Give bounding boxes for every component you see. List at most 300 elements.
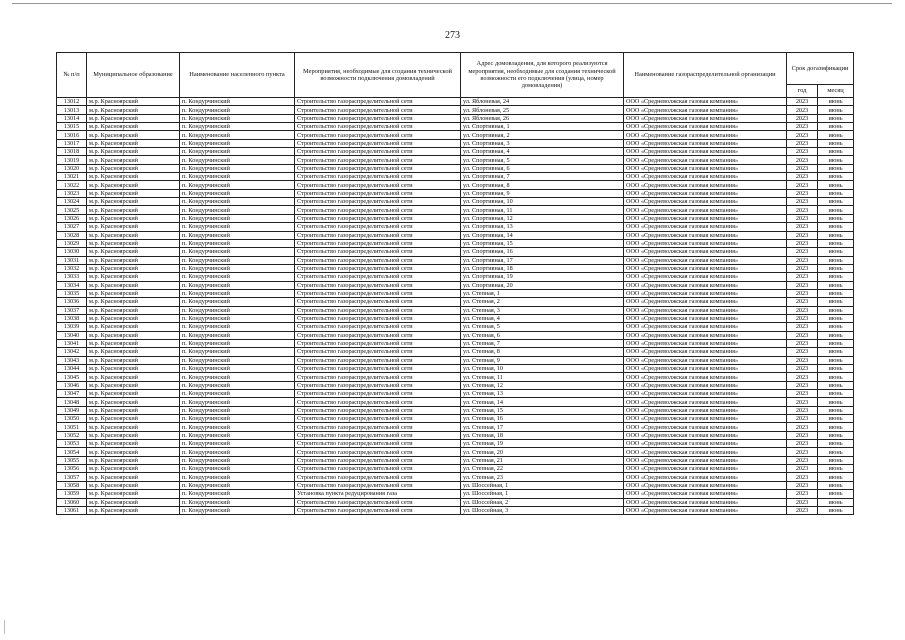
- cell-municipality: м.р. Красноярский: [87, 131, 180, 139]
- cell-num: 13041: [57, 339, 87, 347]
- cell-month: июнь: [818, 198, 854, 206]
- cell-month: июнь: [818, 398, 854, 406]
- cell-address: ул. Степная, 18: [461, 431, 624, 439]
- cell-measure: Строительство газораспределительной сети: [295, 281, 461, 289]
- table-row: [57, 148, 854, 156]
- cell-organization: ООО «Средневолжская газовая компания»: [624, 189, 787, 197]
- cell-settlement: п. Кондурчинский: [180, 356, 295, 364]
- cell-organization: ООО «Средневолжская газовая компания»: [624, 431, 787, 439]
- cell-month: июнь: [818, 365, 854, 373]
- cell-organization: ООО «Средневолжская газовая компания»: [624, 440, 787, 448]
- header-num: № п/п: [57, 53, 87, 98]
- cell-year: 2023: [787, 198, 818, 206]
- cell-municipality: м.р. Красноярский: [87, 148, 180, 156]
- cell-month: июнь: [818, 189, 854, 197]
- cell-num: 13038: [57, 314, 87, 322]
- cell-num: 13016: [57, 131, 87, 139]
- cell-month: июнь: [818, 231, 854, 239]
- cell-municipality: м.р. Красноярский: [87, 181, 180, 189]
- cell-municipality: м.р. Красноярский: [87, 440, 180, 448]
- cell-year: 2023: [787, 365, 818, 373]
- cell-measure: Строительство газораспределительной сети: [295, 131, 461, 139]
- cell-year: 2023: [787, 264, 818, 272]
- cell-municipality: м.р. Красноярский: [87, 481, 180, 489]
- cell-num: 13020: [57, 164, 87, 172]
- cell-address: ул. Степная, 6: [461, 331, 624, 339]
- cell-year: 2023: [787, 173, 818, 181]
- cell-settlement: п. Кондурчинский: [180, 498, 295, 506]
- cell-num: 13059: [57, 490, 87, 498]
- cell-address: ул. Степная, 3: [461, 306, 624, 314]
- cell-address: ул. Спортивная, 18: [461, 264, 624, 272]
- cell-settlement: п. Кондурчинский: [180, 314, 295, 322]
- cell-year: 2023: [787, 123, 818, 131]
- cell-municipality: м.р. Красноярский: [87, 448, 180, 456]
- cell-address: ул. Спортивная, 7: [461, 173, 624, 181]
- cell-organization: ООО «Средневолжская газовая компания»: [624, 498, 787, 506]
- cell-year: 2023: [787, 181, 818, 189]
- cell-settlement: п. Кондурчинский: [180, 506, 295, 514]
- cell-municipality: м.р. Красноярский: [87, 365, 180, 373]
- cell-month: июнь: [818, 239, 854, 247]
- cell-measure: Строительство газораспределительной сети: [295, 231, 461, 239]
- cell-address: ул. Степная, 7: [461, 339, 624, 347]
- cell-num: 13035: [57, 289, 87, 297]
- cell-month: июнь: [818, 473, 854, 481]
- cell-measure: Строительство газораспределительной сети: [295, 223, 461, 231]
- cell-num: 13060: [57, 498, 87, 506]
- cell-year: 2023: [787, 214, 818, 222]
- table-row: [57, 473, 854, 481]
- cell-organization: ООО «Средневолжская газовая компания»: [624, 348, 787, 356]
- cell-year: 2023: [787, 131, 818, 139]
- cell-settlement: п. Кондурчинский: [180, 164, 295, 172]
- table-row: [57, 156, 854, 164]
- cell-organization: ООО «Средневолжская газовая компания»: [624, 198, 787, 206]
- cell-settlement: п. Кондурчинский: [180, 289, 295, 297]
- cell-num: 13061: [57, 506, 87, 514]
- cell-organization: ООО «Средневолжская газовая компания»: [624, 356, 787, 364]
- cell-num: 13022: [57, 181, 87, 189]
- cell-year: 2023: [787, 139, 818, 147]
- cell-year: 2023: [787, 231, 818, 239]
- cell-address: ул. Спортивная, 5: [461, 156, 624, 164]
- cell-address: ул. Степная, 9: [461, 356, 624, 364]
- cell-settlement: п. Кондурчинский: [180, 98, 295, 106]
- cell-num: 13046: [57, 381, 87, 389]
- cell-address: ул. Степная, 10: [461, 365, 624, 373]
- table-row: [57, 390, 854, 398]
- cell-year: 2023: [787, 506, 818, 514]
- cell-organization: ООО «Средневолжская газовая компания»: [624, 456, 787, 464]
- cell-year: 2023: [787, 289, 818, 297]
- cell-month: июнь: [818, 323, 854, 331]
- cell-municipality: м.р. Красноярский: [87, 281, 180, 289]
- cell-measure: Строительство газораспределительной сети: [295, 298, 461, 306]
- table-row: [57, 231, 854, 239]
- cell-settlement: п. Кондурчинский: [180, 123, 295, 131]
- cell-address: ул. Спортивная, 1: [461, 123, 624, 131]
- cell-month: июнь: [818, 206, 854, 214]
- cell-month: июнь: [818, 498, 854, 506]
- cell-municipality: м.р. Красноярский: [87, 164, 180, 172]
- table-row: [57, 206, 854, 214]
- cell-municipality: м.р. Красноярский: [87, 173, 180, 181]
- cell-measure: Строительство газораспределительной сети: [295, 390, 461, 398]
- cell-settlement: п. Кондурчинский: [180, 465, 295, 473]
- table-row: [57, 506, 854, 514]
- cell-municipality: м.р. Красноярский: [87, 114, 180, 122]
- cell-settlement: п. Кондурчинский: [180, 348, 295, 356]
- table-row: [57, 298, 854, 306]
- cell-num: 13040: [57, 331, 87, 339]
- cell-year: 2023: [787, 339, 818, 347]
- cell-year: 2023: [787, 448, 818, 456]
- cell-measure: Строительство газораспределительной сети: [295, 373, 461, 381]
- cell-settlement: п. Кондурчинский: [180, 139, 295, 147]
- cell-year: 2023: [787, 465, 818, 473]
- cell-month: июнь: [818, 289, 854, 297]
- cell-address: ул. Спортивная, 11: [461, 206, 624, 214]
- cell-organization: ООО «Средневолжская газовая компания»: [624, 273, 787, 281]
- cell-measure: Строительство газораспределительной сети: [295, 348, 461, 356]
- cell-year: 2023: [787, 348, 818, 356]
- cell-settlement: п. Кондурчинский: [180, 431, 295, 439]
- cell-settlement: п. Кондурчинский: [180, 373, 295, 381]
- header-measure: Мероприятия, необходимые для создания технической возможности подключения домовладений: [295, 53, 461, 98]
- cell-num: 13023: [57, 189, 87, 197]
- cell-month: июнь: [818, 506, 854, 514]
- cell-measure: Установка пункта редуцирования газа: [295, 490, 461, 498]
- table-row: [57, 306, 854, 314]
- cell-address: ул. Спортивная, 13: [461, 223, 624, 231]
- cell-num: 13032: [57, 264, 87, 272]
- cell-measure: Строительство газораспределительной сети: [295, 139, 461, 147]
- cell-month: июнь: [818, 448, 854, 456]
- cell-address: ул. Спортивная, 3: [461, 139, 624, 147]
- cell-num: 13021: [57, 173, 87, 181]
- cell-month: июнь: [818, 264, 854, 272]
- cell-year: 2023: [787, 498, 818, 506]
- cell-address: ул. Спортивная, 8: [461, 181, 624, 189]
- cell-year: 2023: [787, 98, 818, 106]
- cell-num: 13018: [57, 148, 87, 156]
- cell-measure: Строительство газораспределительной сети: [295, 214, 461, 222]
- cell-num: 13048: [57, 398, 87, 406]
- table-row: [57, 331, 854, 339]
- cell-num: 13051: [57, 423, 87, 431]
- cell-measure: Строительство газораспределительной сети: [295, 448, 461, 456]
- cell-organization: ООО «Средневолжская газовая компания»: [624, 281, 787, 289]
- scan-edge-mark: [4, 620, 5, 634]
- cell-settlement: п. Кондурчинский: [180, 398, 295, 406]
- cell-month: июнь: [818, 381, 854, 389]
- table-row: [57, 289, 854, 297]
- cell-organization: ООО «Средневолжская газовая компания»: [624, 206, 787, 214]
- cell-organization: ООО «Средневолжская газовая компания»: [624, 506, 787, 514]
- cell-measure: Строительство газораспределительной сети: [295, 164, 461, 172]
- cell-num: 13055: [57, 456, 87, 464]
- cell-measure: Строительство газораспределительной сети: [295, 306, 461, 314]
- header-municipality: Муниципальное образование: [87, 53, 180, 98]
- cell-num: 13052: [57, 431, 87, 439]
- cell-year: 2023: [787, 106, 818, 114]
- cell-settlement: п. Кондурчинский: [180, 264, 295, 272]
- header-deadline: Срок догазификации: [787, 53, 854, 85]
- cell-municipality: м.р. Красноярский: [87, 298, 180, 306]
- cell-settlement: п. Кондурчинский: [180, 214, 295, 222]
- cell-address: ул. Степная, 13: [461, 390, 624, 398]
- table-row: [57, 406, 854, 414]
- cell-address: ул. Степная, 11: [461, 373, 624, 381]
- cell-measure: Строительство газораспределительной сети: [295, 323, 461, 331]
- cell-num: 13031: [57, 256, 87, 264]
- cell-year: 2023: [787, 431, 818, 439]
- cell-year: 2023: [787, 306, 818, 314]
- cell-municipality: м.р. Красноярский: [87, 498, 180, 506]
- cell-settlement: п. Кондурчинский: [180, 440, 295, 448]
- table-row: [57, 448, 854, 456]
- table-row: [57, 131, 854, 139]
- cell-num: 13024: [57, 198, 87, 206]
- cell-year: 2023: [787, 490, 818, 498]
- cell-measure: Строительство газораспределительной сети: [295, 356, 461, 364]
- cell-num: 13036: [57, 298, 87, 306]
- cell-month: июнь: [818, 123, 854, 131]
- table-body: [57, 98, 854, 515]
- cell-settlement: п. Кондурчинский: [180, 231, 295, 239]
- cell-address: ул. Спортивная, 16: [461, 248, 624, 256]
- cell-municipality: м.р. Красноярский: [87, 323, 180, 331]
- cell-municipality: м.р. Красноярский: [87, 198, 180, 206]
- cell-address: ул. Шоссейная, 2: [461, 498, 624, 506]
- cell-measure: Строительство газораспределительной сети: [295, 273, 461, 281]
- cell-year: 2023: [787, 440, 818, 448]
- top-rule: [12, 3, 892, 4]
- cell-measure: Строительство газораспределительной сети: [295, 256, 461, 264]
- cell-month: июнь: [818, 223, 854, 231]
- table-row: [57, 189, 854, 197]
- cell-address: ул. Яблоневая, 26: [461, 114, 624, 122]
- cell-measure: Строительство газораспределительной сети: [295, 381, 461, 389]
- cell-address: ул. Степная, 21: [461, 456, 624, 464]
- cell-address: ул. Степная, 22: [461, 465, 624, 473]
- cell-organization: ООО «Средневолжская газовая компания»: [624, 139, 787, 147]
- cell-year: 2023: [787, 456, 818, 464]
- cell-organization: ООО «Средневолжская газовая компания»: [624, 156, 787, 164]
- cell-month: июнь: [818, 339, 854, 347]
- table-row: [57, 173, 854, 181]
- cell-year: 2023: [787, 314, 818, 322]
- cell-municipality: м.р. Красноярский: [87, 406, 180, 414]
- cell-organization: ООО «Средневолжская газовая компания»: [624, 123, 787, 131]
- cell-settlement: п. Кондурчинский: [180, 114, 295, 122]
- cell-address: ул. Спортивная, 19: [461, 273, 624, 281]
- cell-settlement: п. Кондурчинский: [180, 189, 295, 197]
- cell-month: июнь: [818, 481, 854, 489]
- cell-settlement: п. Кондурчинский: [180, 148, 295, 156]
- cell-organization: ООО «Средневолжская газовая компания»: [624, 331, 787, 339]
- cell-num: 13042: [57, 348, 87, 356]
- cell-num: 13057: [57, 473, 87, 481]
- cell-month: июнь: [818, 456, 854, 464]
- cell-municipality: м.р. Красноярский: [87, 348, 180, 356]
- cell-year: 2023: [787, 256, 818, 264]
- cell-address: ул. Степная, 17: [461, 423, 624, 431]
- cell-address: ул. Степная, 2: [461, 298, 624, 306]
- cell-municipality: м.р. Красноярский: [87, 98, 180, 106]
- cell-municipality: м.р. Красноярский: [87, 123, 180, 131]
- cell-settlement: п. Кондурчинский: [180, 156, 295, 164]
- cell-address: ул. Шоссейная, 1: [461, 490, 624, 498]
- cell-organization: ООО «Средневолжская газовая компания»: [624, 181, 787, 189]
- cell-year: 2023: [787, 415, 818, 423]
- cell-municipality: м.р. Красноярский: [87, 373, 180, 381]
- cell-settlement: п. Кондурчинский: [180, 339, 295, 347]
- cell-address: ул. Шоссейная, 1: [461, 481, 624, 489]
- cell-settlement: п. Кондурчинский: [180, 256, 295, 264]
- cell-municipality: м.р. Красноярский: [87, 206, 180, 214]
- cell-measure: Строительство газораспределительной сети: [295, 123, 461, 131]
- cell-organization: ООО «Средневолжская газовая компания»: [624, 406, 787, 414]
- cell-num: 13028: [57, 231, 87, 239]
- cell-year: 2023: [787, 390, 818, 398]
- cell-settlement: п. Кондурчинский: [180, 248, 295, 256]
- cell-organization: ООО «Средневолжская газовая компания»: [624, 298, 787, 306]
- header-organization: Наименование газораспределительной организации: [624, 53, 787, 98]
- cell-measure: Строительство газораспределительной сети: [295, 423, 461, 431]
- cell-organization: ООО «Средневолжская газовая компания»: [624, 473, 787, 481]
- cell-settlement: п. Кондурчинский: [180, 490, 295, 498]
- cell-year: 2023: [787, 206, 818, 214]
- table-row: [57, 440, 854, 448]
- cell-year: 2023: [787, 298, 818, 306]
- cell-organization: ООО «Средневолжская газовая компания»: [624, 106, 787, 114]
- cell-municipality: м.р. Красноярский: [87, 139, 180, 147]
- cell-address: ул. Яблоневая, 25: [461, 106, 624, 114]
- cell-month: июнь: [818, 431, 854, 439]
- cell-year: 2023: [787, 473, 818, 481]
- cell-address: ул. Степная, 5: [461, 323, 624, 331]
- cell-month: июнь: [818, 256, 854, 264]
- cell-municipality: м.р. Красноярский: [87, 214, 180, 222]
- cell-num: 13037: [57, 306, 87, 314]
- cell-organization: ООО «Средневолжская газовая компания»: [624, 131, 787, 139]
- cell-municipality: м.р. Красноярский: [87, 223, 180, 231]
- cell-year: 2023: [787, 331, 818, 339]
- cell-address: ул. Спортивная, 20: [461, 281, 624, 289]
- cell-month: июнь: [818, 348, 854, 356]
- cell-organization: ООО «Средневолжская газовая компания»: [624, 448, 787, 456]
- cell-municipality: м.р. Красноярский: [87, 239, 180, 247]
- table-row: [57, 181, 854, 189]
- cell-year: 2023: [787, 373, 818, 381]
- cell-municipality: м.р. Красноярский: [87, 314, 180, 322]
- cell-month: июнь: [818, 306, 854, 314]
- cell-measure: Строительство газораспределительной сети: [295, 365, 461, 373]
- cell-settlement: п. Кондурчинский: [180, 456, 295, 464]
- cell-month: июнь: [818, 114, 854, 122]
- cell-measure: Строительство газораспределительной сети: [295, 406, 461, 414]
- cell-month: июнь: [818, 423, 854, 431]
- cell-month: июнь: [818, 314, 854, 322]
- cell-num: 13050: [57, 415, 87, 423]
- cell-organization: ООО «Средневолжская газовая компания»: [624, 164, 787, 172]
- cell-address: ул. Степная, 14: [461, 398, 624, 406]
- cell-num: 13015: [57, 123, 87, 131]
- cell-municipality: м.р. Красноярский: [87, 381, 180, 389]
- cell-settlement: п. Кондурчинский: [180, 106, 295, 114]
- cell-year: 2023: [787, 223, 818, 231]
- cell-municipality: м.р. Красноярский: [87, 456, 180, 464]
- table-row: [57, 239, 854, 247]
- table-row: [57, 198, 854, 206]
- cell-settlement: п. Кондурчинский: [180, 181, 295, 189]
- cell-organization: ООО «Средневолжская газовая компания»: [624, 98, 787, 106]
- cell-month: июнь: [818, 181, 854, 189]
- cell-measure: Строительство газораспределительной сети: [295, 331, 461, 339]
- cell-organization: ООО «Средневолжская газовая компания»: [624, 256, 787, 264]
- cell-month: июнь: [818, 298, 854, 306]
- cell-year: 2023: [787, 248, 818, 256]
- cell-municipality: м.р. Красноярский: [87, 431, 180, 439]
- cell-settlement: п. Кондурчинский: [180, 198, 295, 206]
- cell-month: июнь: [818, 98, 854, 106]
- table-row: [57, 339, 854, 347]
- cell-measure: Строительство газораспределительной сети: [295, 339, 461, 347]
- cell-num: 13029: [57, 239, 87, 247]
- cell-num: 13054: [57, 448, 87, 456]
- cell-address: ул. Степная, 8: [461, 348, 624, 356]
- cell-measure: Строительство газораспределительной сети: [295, 206, 461, 214]
- header-year: год: [787, 85, 818, 98]
- cell-organization: ООО «Средневолжская газовая компания»: [624, 390, 787, 398]
- cell-settlement: п. Кондурчинский: [180, 365, 295, 373]
- table-row: [57, 123, 854, 131]
- cell-organization: ООО «Средневолжская газовая компания»: [624, 415, 787, 423]
- cell-settlement: п. Кондурчинский: [180, 206, 295, 214]
- header-settlement: Наименование населенного пункта: [180, 53, 295, 98]
- cell-year: 2023: [787, 281, 818, 289]
- cell-organization: ООО «Средневолжская газовая компания»: [624, 148, 787, 156]
- table-row: [57, 248, 854, 256]
- table-row: [57, 481, 854, 489]
- cell-measure: Строительство газораспределительной сети: [295, 506, 461, 514]
- cell-num: 13019: [57, 156, 87, 164]
- cell-settlement: п. Кондурчинский: [180, 481, 295, 489]
- cell-measure: Строительство газораспределительной сети: [295, 456, 461, 464]
- cell-address: ул. Спортивная, 12: [461, 214, 624, 222]
- cell-settlement: п. Кондурчинский: [180, 390, 295, 398]
- cell-municipality: м.р. Красноярский: [87, 356, 180, 364]
- cell-num: 13034: [57, 281, 87, 289]
- cell-month: июнь: [818, 148, 854, 156]
- cell-year: 2023: [787, 114, 818, 122]
- cell-settlement: п. Кондурчинский: [180, 273, 295, 281]
- cell-measure: Строительство газораспределительной сети: [295, 431, 461, 439]
- cell-address: ул. Спортивная, 2: [461, 131, 624, 139]
- cell-settlement: п. Кондурчинский: [180, 331, 295, 339]
- cell-settlement: п. Кондурчинский: [180, 298, 295, 306]
- table-row: [57, 498, 854, 506]
- cell-settlement: п. Кондурчинский: [180, 323, 295, 331]
- cell-num: 13049: [57, 406, 87, 414]
- cell-organization: ООО «Средневолжская газовая компания»: [624, 223, 787, 231]
- cell-address: ул. Спортивная, 10: [461, 198, 624, 206]
- table-row: [57, 431, 854, 439]
- cell-month: июнь: [818, 164, 854, 172]
- table-row: [57, 323, 854, 331]
